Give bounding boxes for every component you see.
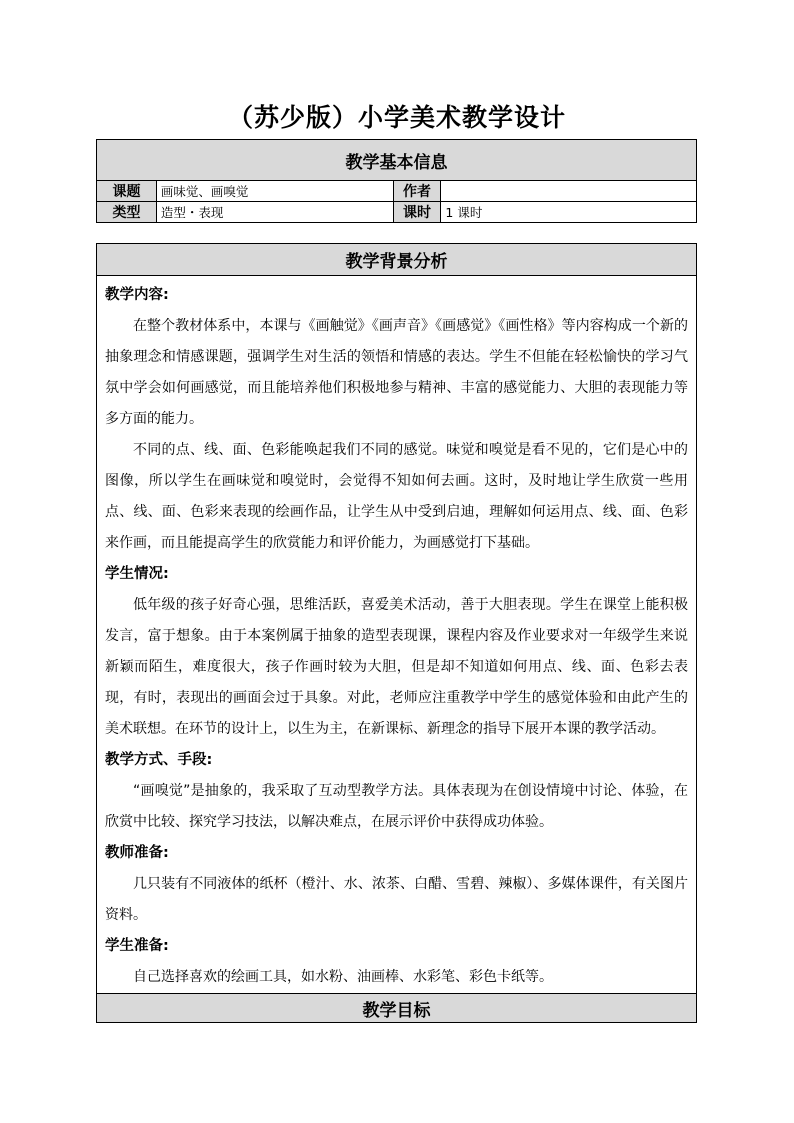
teacher-prep-heading: 教师准备:	[105, 845, 169, 861]
author-value	[441, 181, 697, 202]
background-header: 教学背景分析	[97, 244, 697, 276]
content-heading: 教学内容:	[105, 287, 169, 303]
type-value: 造型・表现	[156, 202, 393, 223]
student-prep-heading: 学生准备:	[105, 938, 169, 954]
objectives-header: 教学目标	[97, 994, 697, 1023]
teacher-prep-paragraph: 几只装有不同液体的纸杯（橙汁、水、浓茶、白醋、雪碧、辣椒）、多媒体课件，有关图片资料。	[105, 876, 688, 923]
hours-value: 1 课时	[441, 202, 697, 223]
students-paragraph: 低年级的孩子好奇心强，思维活跃，喜爱美术活动，善于大胆表现。学生在课堂上能积极发言，富于想象。由于本案例属于抽象的造型表现课，课程内容及作业要求对一年级学生来说新颖而陌生，难度很大，孩子作画时较为大胆，但是却不知道如何用点、线、面、色彩去表现，有时，表现出的画面会过于具象。对此，老师应注重教学中学生的感觉体验和由此产生的美术联想。在环节的设计上，以生为主，在新课标、新理念的指导下展开本课的教学活动。	[105, 597, 688, 737]
background-body	[97, 276, 697, 1000]
content-paragraph-2: 不同的点、线、面、色彩能唤起我们不同的感觉。味觉和嗅觉是看不见的，它们是心中的图像，所以学生在画味觉和嗅觉时，会觉得不知如何去画。这时，及时地让学生欣赏一些用点、线、面、色彩来表现的绘画作品，让学生从中受到启迪，理解如何运用点、线、面、色彩来作画，而且能提高学生的欣赏能力和评价能力，为画感觉打下基础。	[105, 442, 688, 551]
basic-info-table	[96, 139, 697, 223]
objectives-table	[96, 993, 697, 1023]
hours-label: 课时	[393, 202, 441, 223]
document-title: （苏少版）小学美术教学设计	[227, 103, 566, 132]
background-table	[96, 243, 697, 1000]
author-label: 作者	[393, 181, 441, 202]
topic-label: 课题	[97, 181, 157, 202]
content-paragraph-1: 在整个教材体系中，本课与《画触觉》《画声音》《画感觉》《画性格》等内容构成一个新的抽象理念和情感课题，强调学生对生活的领悟和情感的表达。学生不但能在轻松愉快的学习气氛中学会如何画感觉，而且能培养他们积极地参与精神、丰富的感觉能力、大胆的表现能力等多方面的能力。	[105, 318, 688, 427]
method-paragraph: “画嗅觉”是抽象的，我采取了互动型教学方法。具体表现为在创设情境中讨论、体验，在欣赏中比较、探究学习技法，以解决难点，在展示评价中获得成功体验。	[105, 783, 688, 830]
topic-value: 画味觉、画嗅觉	[156, 181, 393, 202]
students-heading: 学生情况:	[105, 566, 169, 582]
basic-info-header: 教学基本信息	[97, 140, 697, 181]
type-label: 类型	[97, 202, 157, 223]
student-prep-paragraph: 自己选择喜欢的绘画工具，如水粉、油画棒、水彩笔、彩色卡纸等。	[133, 969, 553, 985]
method-heading: 教学方式、手段:	[105, 752, 213, 768]
